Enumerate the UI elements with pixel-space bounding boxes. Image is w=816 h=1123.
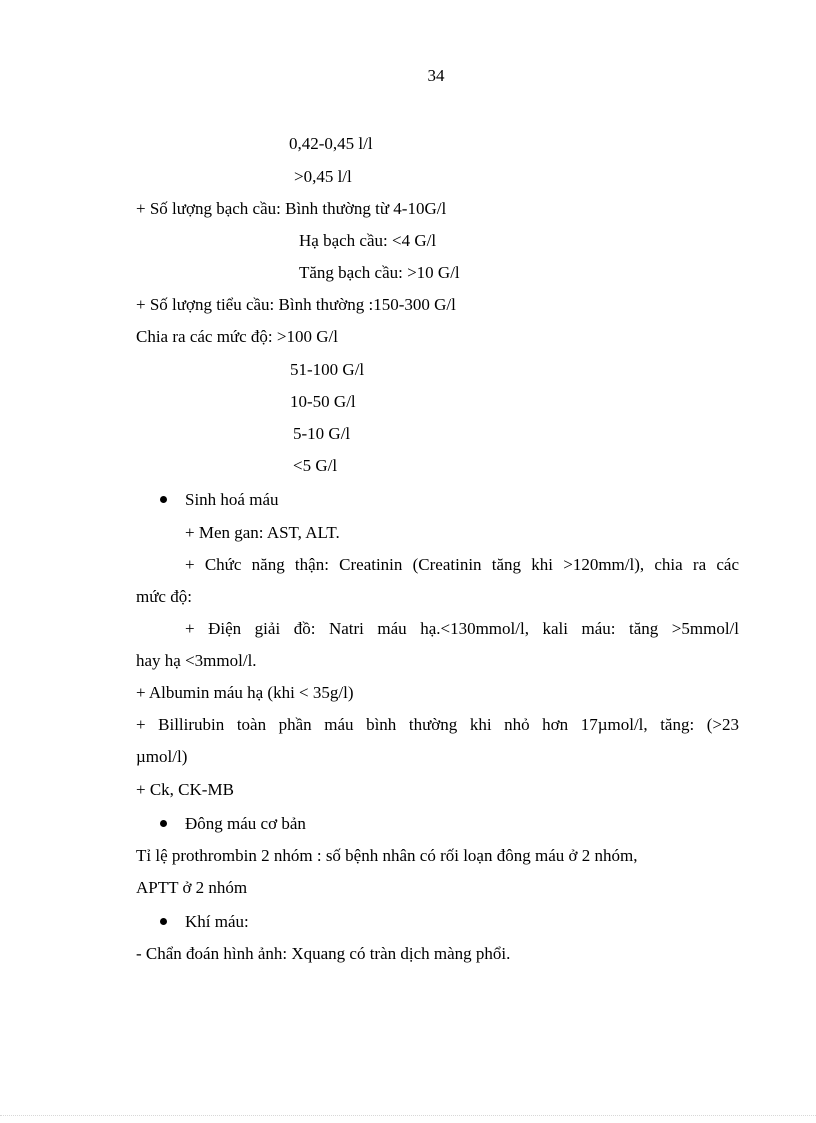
coagulation-heading: Đông máu cơ bản — [185, 814, 306, 833]
platelet-level-51-100: 51-100 G/l — [290, 360, 365, 379]
platelet-levels-line: Chia ra các mức độ: >100 G/l — [136, 327, 338, 346]
prothrombin-line: Tỉ lệ prothrombin 2 nhóm : số bệnh nhân có rối loạn đông máu ở 2 nhóm, — [136, 846, 638, 865]
platelet-level-lt5: <5 G/l — [293, 456, 338, 475]
bullet-icon — [160, 496, 167, 503]
platelet-level-5-10: 5-10 G/l — [293, 424, 351, 443]
page-number: 34 — [427, 66, 445, 85]
biochem-heading: Sinh hoá máu — [185, 490, 279, 509]
hct-range-line: 0,42-0,45 l/l — [289, 134, 373, 153]
electrolytes-line: + Điện giải đồ: Natri máu hạ.<130mmol/l, kali máu: tăng >5mmol/l — [185, 619, 739, 638]
electrolytes-cont: hay hạ <3mmol/l. — [136, 651, 257, 670]
bilirubin-cont: µmol/l) — [136, 747, 188, 766]
page-edge-divider — [0, 1115, 816, 1116]
bilirubin-line: + Billirubin toàn phần máu bình thường khi nhỏ hơn 17µmol/l, tăng: (>23 — [136, 715, 739, 734]
kidney-function-line: + Chức năng thận: Creatinin (Creatinin tăng khi >120mm/l), chia ra các — [185, 555, 739, 574]
bullet-icon — [160, 820, 167, 827]
wbc-normal-line: + Số lượng bạch cầu: Bình thường từ 4-10G/l — [136, 199, 447, 218]
platelet-normal-line: + Số lượng tiểu cầu: Bình thường :150-300 G/l — [136, 295, 456, 314]
hct-high-line: >0,45 l/l — [294, 167, 352, 186]
prothrombin-cont: APTT ở 2 nhóm — [136, 878, 248, 897]
blood-gas-heading: Khí máu: — [185, 912, 249, 931]
wbc-low-line: Hạ bạch cầu: <4 G/l — [299, 231, 437, 250]
kidney-function-cont: mức độ: — [136, 587, 192, 606]
wbc-high-line: Tăng bạch cầu: >10 G/l — [299, 263, 460, 282]
imaging-line: - Chẩn đoán hình ảnh: Xquang có tràn dịch màng phổi. — [136, 944, 511, 963]
bullet-icon — [160, 918, 167, 925]
liver-enzymes-line: + Men gan: AST, ALT. — [185, 523, 340, 542]
ck-line: + Ck, CK-MB — [136, 780, 234, 799]
albumin-line: + Albumin máu hạ (khi < 35g/l) — [136, 683, 354, 702]
platelet-level-10-50: 10-50 G/l — [290, 392, 356, 411]
